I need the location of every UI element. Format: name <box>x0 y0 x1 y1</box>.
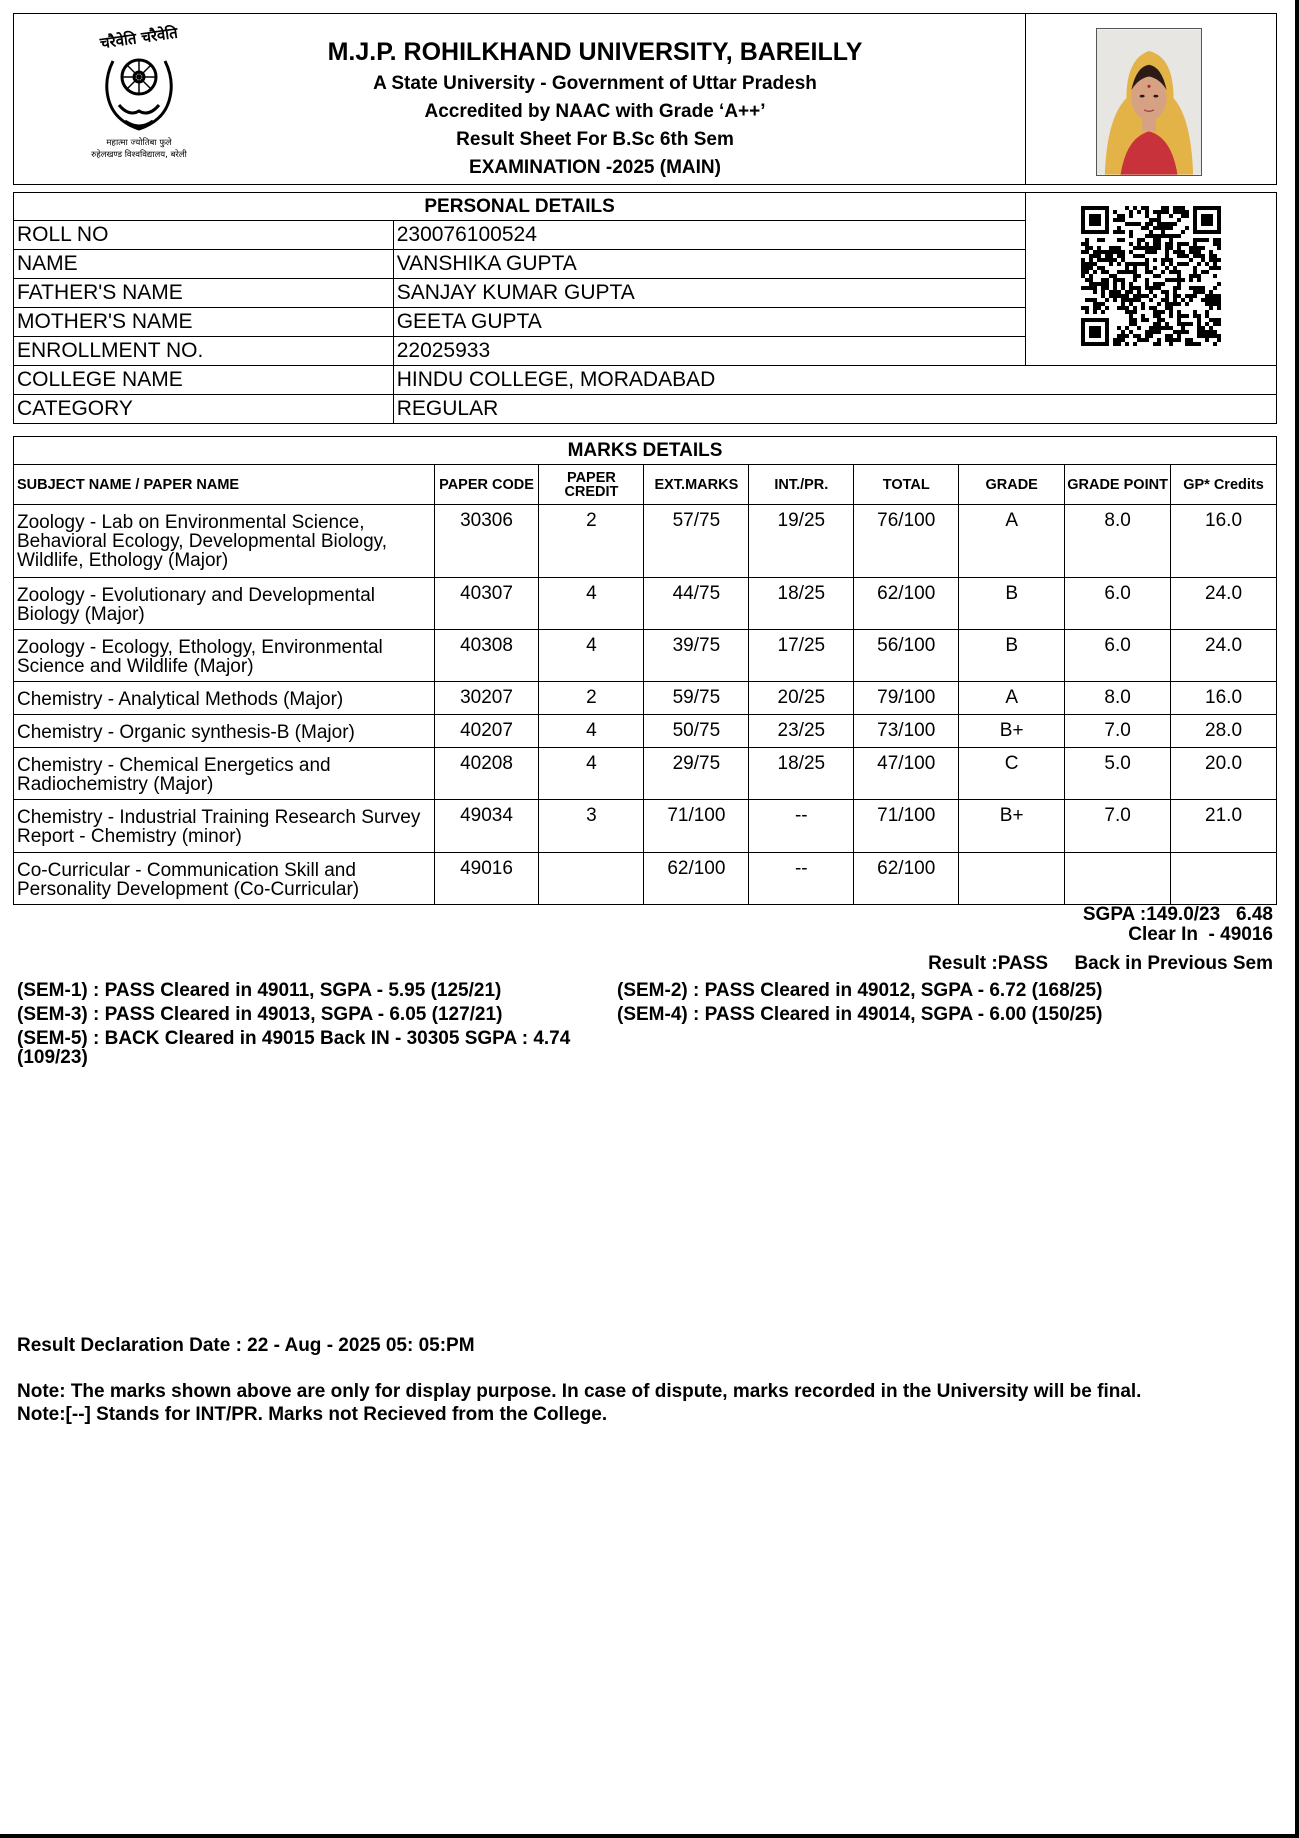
paper-code: 30207 <box>434 682 539 715</box>
gp-credits: 16.0 <box>1171 505 1277 578</box>
field-value: SANJAY KUMAR GUPTA <box>393 279 1025 308</box>
col-header-ext: EXT.MARKS <box>644 465 749 505</box>
ext-marks: 44/75 <box>644 578 749 630</box>
grade-point: 7.0 <box>1065 800 1171 853</box>
col-header-grade-point: GRADE POINT <box>1065 465 1171 505</box>
field-label: NAME <box>14 250 394 279</box>
field-label: CATEGORY <box>14 395 394 424</box>
paper-code: 40308 <box>434 630 539 682</box>
int-marks: 18/25 <box>749 748 854 800</box>
table-row <box>14 853 1277 905</box>
col-header-subject: SUBJECT NAME / PAPER NAME <box>14 465 435 505</box>
marks-header-row <box>14 465 1277 505</box>
paper-credit: 4 <box>539 715 644 748</box>
subject-name: Chemistry - Chemical Energetics and Radiochemistry (Major) <box>14 748 435 800</box>
int-marks: 19/25 <box>749 505 854 578</box>
sem-3-result: (SEM-3) : PASS Cleared in 49013, SGPA - 6.05 (127/21) <box>17 1004 503 1025</box>
total-marks: 47/100 <box>854 748 959 800</box>
personal-details-table <box>13 192 1277 424</box>
ext-marks: 71/100 <box>644 800 749 853</box>
logo-motto: चरैवेति चरैवेति <box>98 23 179 53</box>
table-row <box>14 715 1277 748</box>
subject-name: Chemistry - Industrial Training Research Survey Report - Chemistry (minor) <box>14 800 435 853</box>
gp-credits <box>1171 853 1277 905</box>
logo-caption-1: महात्मा ज्योतिबा फुले <box>106 138 172 148</box>
gp-credits: 28.0 <box>1171 715 1277 748</box>
grade: A <box>959 505 1065 578</box>
int-marks: 18/25 <box>749 578 854 630</box>
paper-credit: 3 <box>539 800 644 853</box>
int-note: Note:[--] Stands for INT/PR. Marks not Recieved from the College. <box>17 1404 608 1425</box>
subject-name: Co-Curricular - Communication Skill and Personality Development (Co-Curricular) <box>14 853 435 905</box>
total-marks: 79/100 <box>854 682 959 715</box>
header-line-3: Result Sheet For B.Sc 6th Sem <box>456 129 734 150</box>
table-row <box>14 366 1277 395</box>
int-marks: 17/25 <box>749 630 854 682</box>
grade: B+ <box>959 715 1065 748</box>
total-marks: 76/100 <box>854 505 959 578</box>
paper-code: 40208 <box>434 748 539 800</box>
subject-name: Zoology - Evolutionary and Developmental Biology (Major) <box>14 578 435 630</box>
col-header-credit: PAPER CREDIT <box>539 465 644 505</box>
sem-4-result: (SEM-4) : PASS Cleared in 49014, SGPA - 6.00 (150/25) <box>617 1004 1103 1025</box>
gp-credits: 24.0 <box>1171 578 1277 630</box>
field-label: MOTHER'S NAME <box>14 308 394 337</box>
grade: C <box>959 748 1065 800</box>
ext-marks: 62/100 <box>644 853 749 905</box>
gp-credits: 24.0 <box>1171 630 1277 682</box>
paper-credit: 4 <box>539 630 644 682</box>
col-header-total: TOTAL <box>854 465 959 505</box>
total-marks: 73/100 <box>854 715 959 748</box>
table-row <box>14 682 1277 715</box>
sem-2-result: (SEM-2) : PASS Cleared in 49012, SGPA - 6.72 (168/25) <box>617 980 1103 1001</box>
table-row <box>14 800 1277 853</box>
ext-marks: 57/75 <box>644 505 749 578</box>
grade-point: 5.0 <box>1065 748 1171 800</box>
header-line-2: Accredited by NAAC with Grade ‘A++’ <box>424 101 766 122</box>
total-marks: 62/100 <box>854 578 959 630</box>
clear-in: Clear In - 49016 <box>1128 924 1273 945</box>
logo-caption-2: रुहेलखण्ड विश्वविद्यालय, बरेली <box>91 150 187 160</box>
grade-point <box>1065 853 1171 905</box>
result-declaration-date: Result Declaration Date : 22 - Aug - 2025 05: 05:PM <box>17 1335 475 1356</box>
paper-credit: 2 <box>539 682 644 715</box>
field-value: 22025933 <box>393 337 1025 366</box>
paper-credit: 4 <box>539 748 644 800</box>
student-photo <box>1096 28 1202 176</box>
int-marks: 20/25 <box>749 682 854 715</box>
grade-point: 7.0 <box>1065 715 1171 748</box>
table-row <box>14 630 1277 682</box>
grade-point: 8.0 <box>1065 682 1171 715</box>
table-row <box>14 578 1277 630</box>
table-row <box>14 395 1277 424</box>
paper-code: 40307 <box>434 578 539 630</box>
ext-marks: 39/75 <box>644 630 749 682</box>
ext-marks: 59/75 <box>644 682 749 715</box>
grade: B <box>959 630 1065 682</box>
subject-name: Chemistry - Analytical Methods (Major) <box>14 682 435 715</box>
grade-point: 8.0 <box>1065 505 1171 578</box>
subject-name: Zoology - Lab on Environmental Science, Behavioral Ecology, Developmental Biology, Wildlife, Ethology (Major) <box>14 505 435 578</box>
col-header-grade: GRADE <box>959 465 1065 505</box>
paper-code: 49034 <box>434 800 539 853</box>
field-label: FATHER'S NAME <box>14 279 394 308</box>
total-marks: 71/100 <box>854 800 959 853</box>
field-value: REGULAR <box>393 395 1276 424</box>
sem-1-result: (SEM-1) : PASS Cleared in 49011, SGPA - 5.95 (125/21) <box>17 980 502 1001</box>
qr-cell <box>1026 193 1277 366</box>
int-marks: 23/25 <box>749 715 854 748</box>
field-label: COLLEGE NAME <box>14 366 394 395</box>
result-status: Result :PASS Back in Previous Sem <box>928 953 1273 974</box>
col-header-int: INT./PR. <box>749 465 854 505</box>
paper-credit: 4 <box>539 578 644 630</box>
total-marks: 56/100 <box>854 630 959 682</box>
page-border-bottom <box>0 1834 1299 1838</box>
marks-table <box>13 436 1277 905</box>
personal-details-heading: PERSONAL DETAILS <box>14 193 1026 221</box>
page-border-right <box>1295 0 1299 1838</box>
grade: A <box>959 682 1065 715</box>
display-note: Note: The marks shown above are only for display purpose. In case of dispute, marks recorded in the University will be final. <box>17 1381 1142 1402</box>
col-header-code: PAPER CODE <box>434 465 539 505</box>
table-row <box>14 748 1277 800</box>
marks-details-heading: MARKS DETAILS <box>14 437 1277 465</box>
grade: B <box>959 578 1065 630</box>
col-header-gp-credits: GP* Credits <box>1171 465 1277 505</box>
total-marks: 62/100 <box>854 853 959 905</box>
int-marks: -- <box>749 800 854 853</box>
header-line-1: A State University - Government of Uttar Pradesh <box>373 73 817 94</box>
subject-name: Chemistry - Organic synthesis-B (Major) <box>14 715 435 748</box>
sem-5-result: (SEM-5) : BACK Cleared in 49015 Back IN - 30305 SGPA : 4.74 (109/23) <box>17 1028 571 1068</box>
field-value: HINDU COLLEGE, MORADABAD <box>393 366 1276 395</box>
field-value: GEETA GUPTA <box>393 308 1025 337</box>
university-logo <box>73 21 205 163</box>
gp-credits: 16.0 <box>1171 682 1277 715</box>
grade <box>959 853 1065 905</box>
field-value: VANSHIKA GUPTA <box>393 250 1025 279</box>
paper-code: 49016 <box>434 853 539 905</box>
paper-code: 30306 <box>434 505 539 578</box>
int-marks: -- <box>749 853 854 905</box>
university-name: M.J.P. ROHILKHAND UNIVERSITY, BAREILLY <box>327 38 863 66</box>
ext-marks: 29/75 <box>644 748 749 800</box>
header-line-4: EXAMINATION -2025 (MAIN) <box>469 157 721 178</box>
field-label: ROLL NO <box>14 221 394 250</box>
grade-point: 6.0 <box>1065 630 1171 682</box>
subject-name: Zoology - Ecology, Ethology, Environmental Science and Wildlife (Major) <box>14 630 435 682</box>
sgpa-summary: SGPA :149.0/23 6.48 <box>1082 904 1273 925</box>
qr-code <box>1081 206 1221 346</box>
grade-point: 6.0 <box>1065 578 1171 630</box>
paper-credit <box>539 853 644 905</box>
gp-credits: 20.0 <box>1171 748 1277 800</box>
field-label: ENROLLMENT NO. <box>14 337 394 366</box>
paper-credit: 2 <box>539 505 644 578</box>
ext-marks: 50/75 <box>644 715 749 748</box>
field-value: 230076100524 <box>393 221 1025 250</box>
table-row <box>14 505 1277 578</box>
grade: B+ <box>959 800 1065 853</box>
gp-credits: 21.0 <box>1171 800 1277 853</box>
paper-code: 40207 <box>434 715 539 748</box>
